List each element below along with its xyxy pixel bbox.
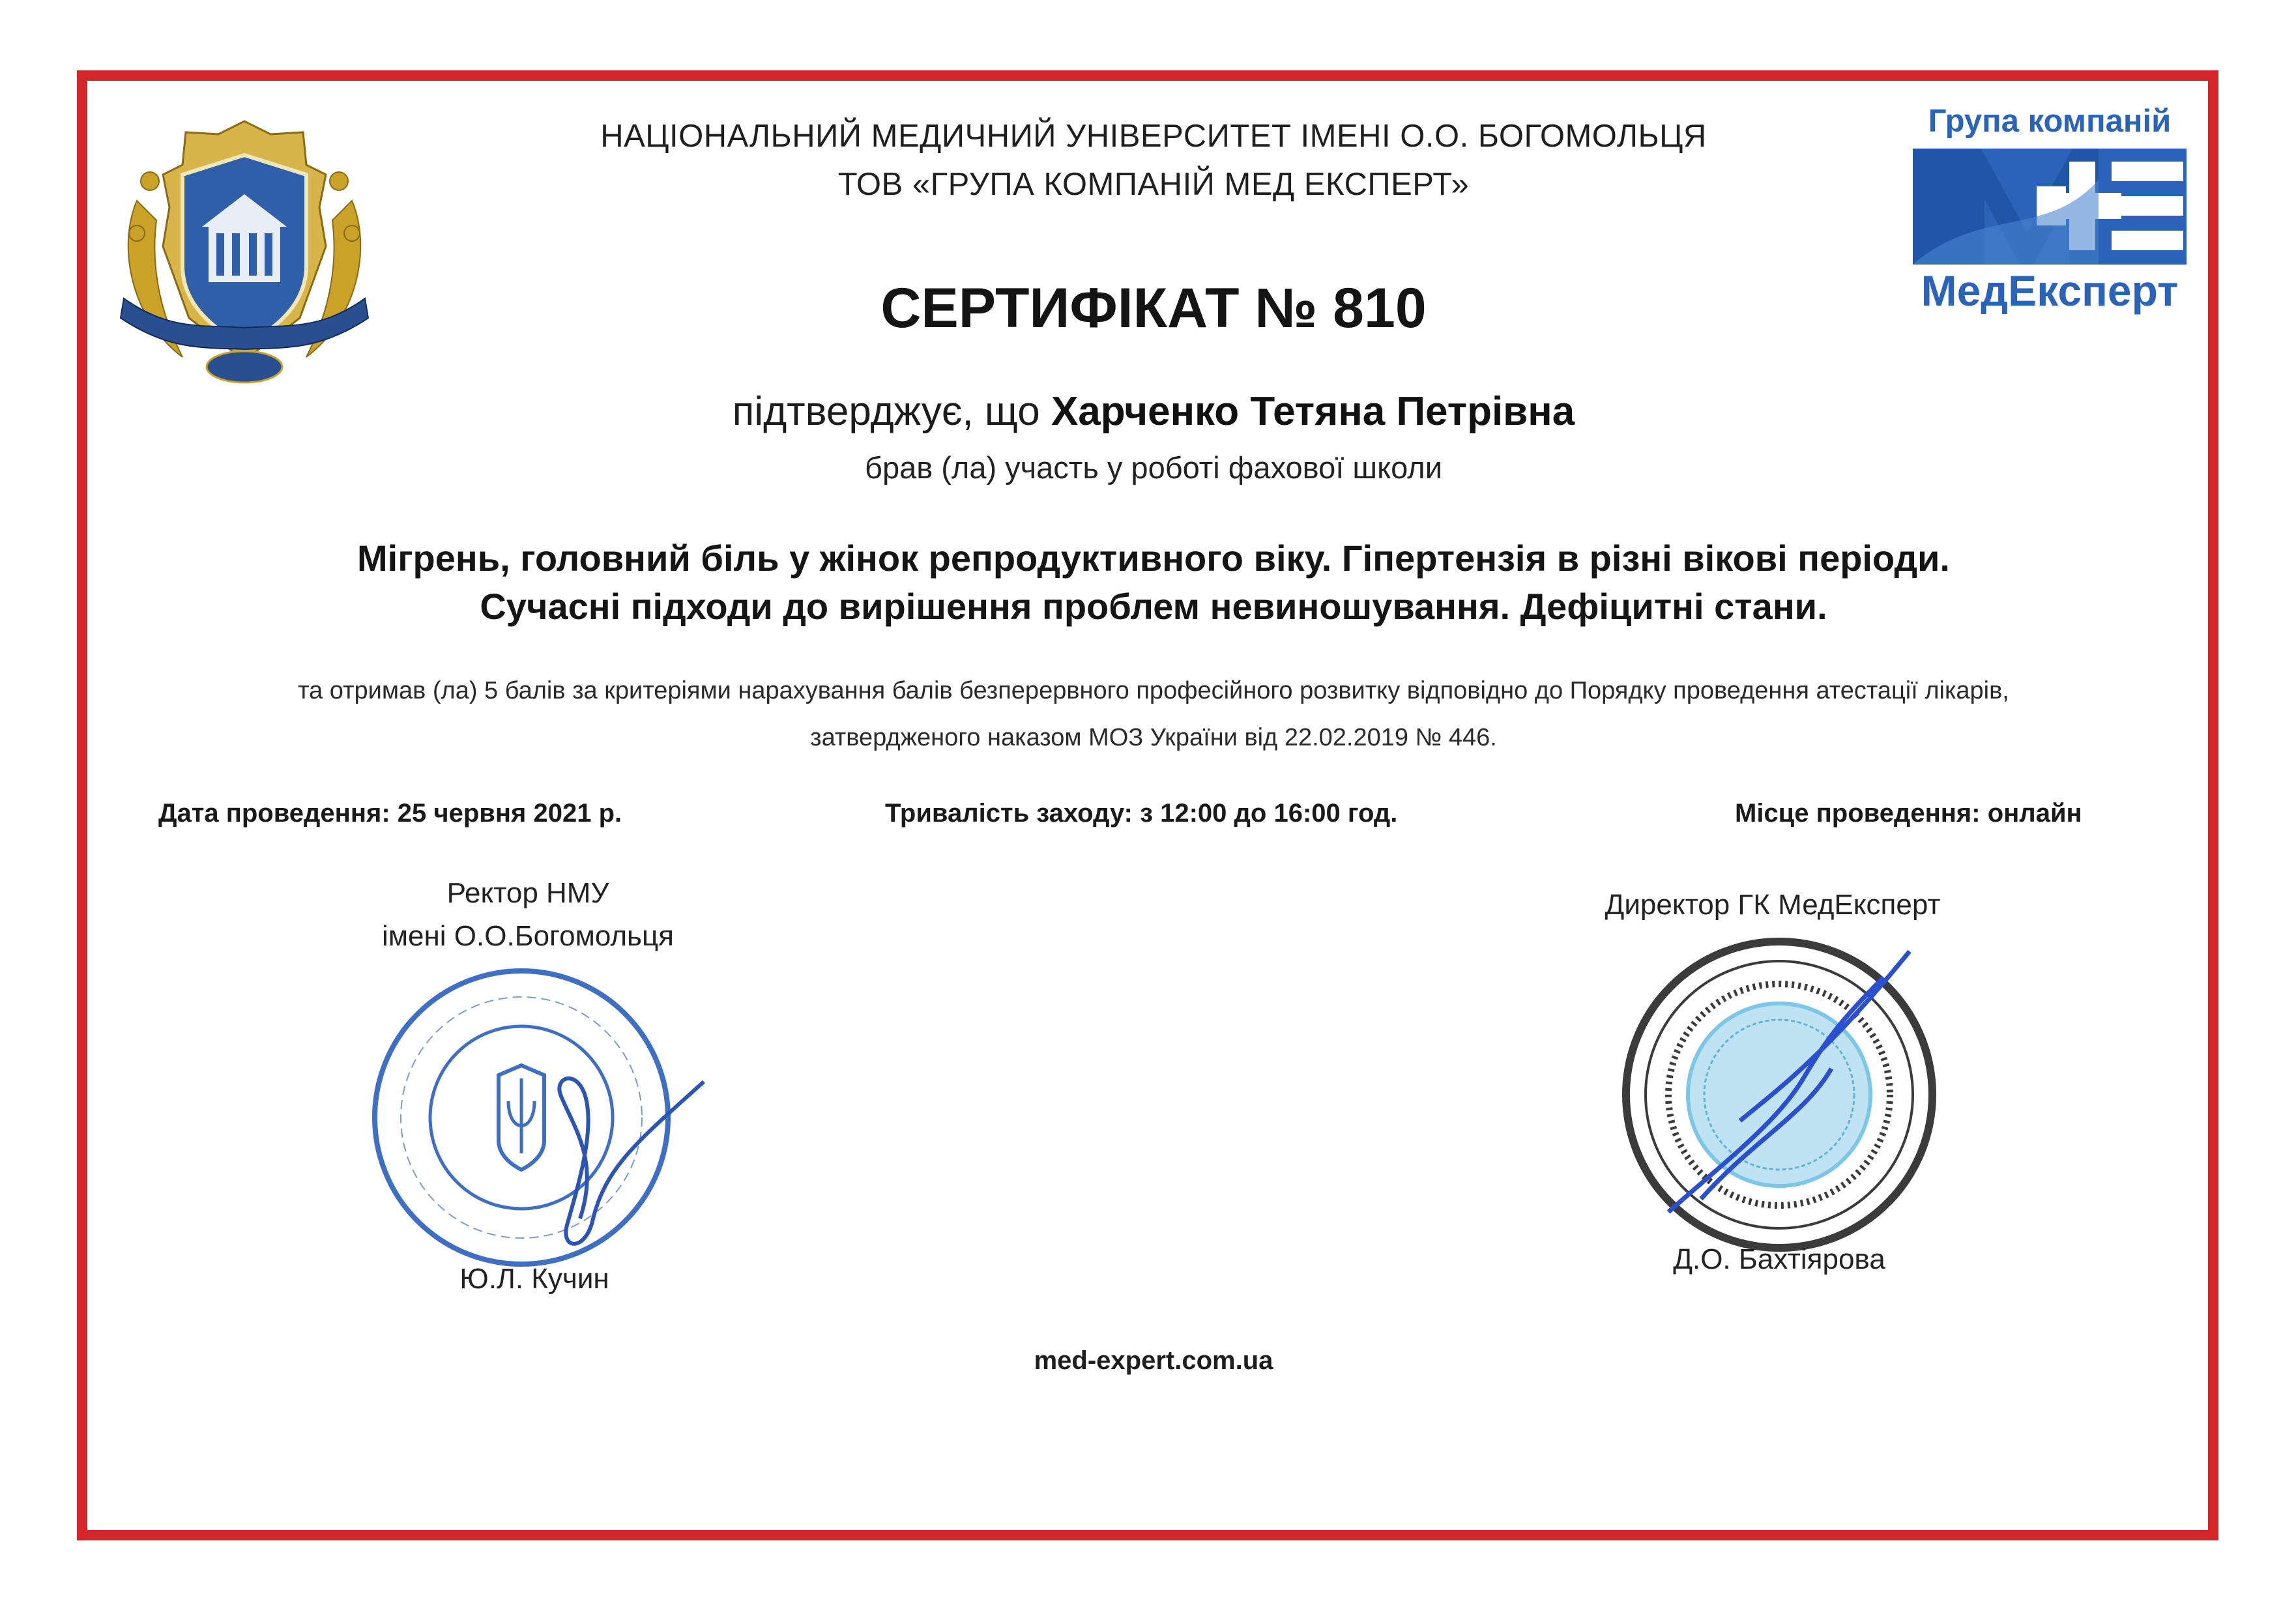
- company-stamp-icon: [1610, 925, 1949, 1264]
- logo-bottom-text: МедЕксперт: [1921, 267, 2179, 315]
- director-name: Д.О. Бахтіярова: [1673, 1243, 1885, 1275]
- company-name: ТОВ «ГРУПА КОМПАНІЙ МЕД ЕКСПЕРТ»: [837, 167, 1470, 202]
- points-line-1: та отримав (ла) 5 балів за критеріями нарахування балів безперервного професійного розвитку відповідно до Порядку проведення атестації лікарів,: [298, 677, 2009, 704]
- university-stamp-icon: [365, 945, 730, 1284]
- points-line-2: затвердженого наказом МОЗ України від 22.02.2019 № 446.: [810, 724, 1497, 751]
- logo-top-text: Група компаній: [1928, 104, 2172, 139]
- confirm-prefix: підтверджує, що: [732, 389, 1040, 434]
- university-name: НАЦІОНАЛЬНИЙ МЕДИЧНИЙ УНІВЕРСИТЕТ ІМЕНІ О.О. БОГОМОЛЬЦЯ: [600, 119, 1707, 154]
- topic-line-1: Мігрень, головний біль у жінок репродуктивного віку. Гіпертензія в різні вікові періоди.: [357, 538, 1950, 579]
- rector-name: Ю.Л. Кучин: [459, 1263, 609, 1295]
- event-place: Місце проведення: онлайн: [1735, 799, 2082, 828]
- attended-text: брав (ла) участь у роботі фахової школи: [865, 450, 1442, 485]
- event-duration: Тривалість заходу: з 12:00 до 16:00 год.: [885, 799, 1398, 828]
- topic-line-2: Сучасні підходи до вирішення проблем невиношування. Дефіцитні стани.: [480, 586, 1827, 627]
- event-date: Дата проведення: 25 червня 2021 р.: [158, 799, 622, 828]
- rector-title-line-2: імені О.О.Богомольця: [382, 920, 674, 952]
- points-statement: [130, 667, 2177, 761]
- confirm-line: [391, 388, 1916, 435]
- director-title: Директор ГК МедЕксперт: [1605, 889, 1941, 921]
- certificate-title: СЕРТИФІКАТ № 810: [880, 277, 1427, 339]
- rector-title-line-1: Ректор НМУ: [446, 877, 609, 909]
- header: [456, 112, 1851, 209]
- university-emblem-icon: [111, 103, 378, 390]
- website-url[interactable]: med-expert.com.ua: [1034, 1346, 1273, 1375]
- course-topic: [130, 534, 2177, 631]
- person-name: Харченко Тетяна Петрівна: [1051, 389, 1575, 434]
